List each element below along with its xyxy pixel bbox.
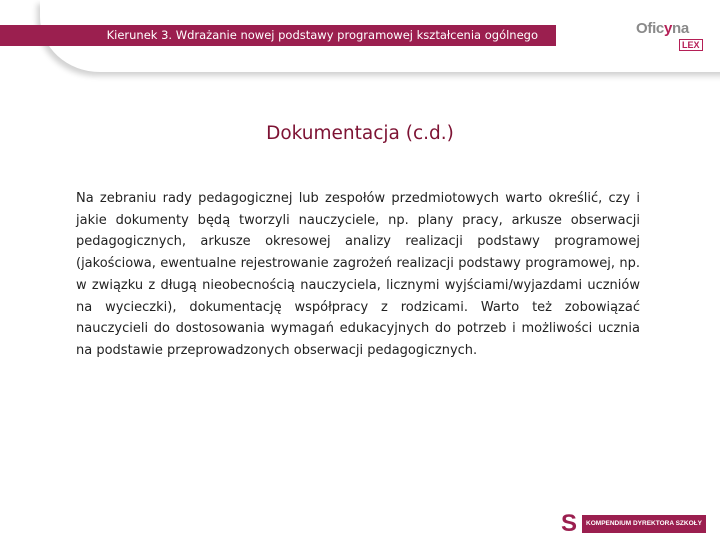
footer-badge-label: KOMPENDIUM DYREKTORA SZKOŁY: [582, 515, 706, 533]
header-title: Kierunek 3. Wdrażanie nowej podstawy programowej kształcenia ogólnego: [106, 28, 538, 42]
footer-badge-letter: S: [556, 510, 582, 538]
logo-wordmark: Oficyna: [636, 20, 689, 37]
header-banner: [0, 25, 556, 46]
logo-lex-mark: LEX: [679, 39, 703, 51]
page-title: Dokumentacja (c.d.): [266, 123, 454, 144]
footer-badge: [556, 510, 706, 538]
body-paragraph: Na zebraniu rady pedagogicznej lub zespołów przedmiotowych warto określić, czy i jakie dokumenty będą tworzyli nauczyciele, np. plany pracy, arkusze obserwacji pedagogicznych, arkusze okresowej analizy realizacji podstawy programowej (jakościowa, ewentualne rejestrowanie zagrożeń realizacji podstawy programowej, np. w związku z długą nieobecnością nauczyciela, licznymi wyjściami/wyjazdami uczniów na wycieczki), dokumentację współpracy z rodzicami. Warto też zobowiązać nauczycieli do dostosowania wymagań edukacyjnych do potrzeb i możliwości ucznia na podstawie przeprowadzonych obserwacji pedagogicznych.: [76, 191, 640, 358]
publisher-logo: [636, 18, 702, 52]
